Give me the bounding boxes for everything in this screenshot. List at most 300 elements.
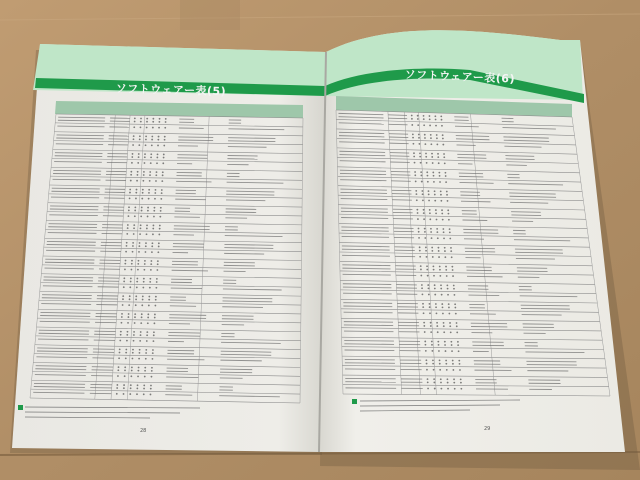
left-table-dot-mark	[150, 162, 152, 164]
cardboard-tape	[180, 0, 240, 30]
right-table-dot-mark	[438, 162, 440, 164]
left-table-dot-mark	[152, 228, 154, 230]
right-table-dot-mark	[426, 171, 428, 173]
right-table-dot-mark	[460, 378, 462, 380]
left-table-dot-mark	[158, 242, 160, 244]
left-table-dot-mark	[147, 313, 149, 315]
right-table-dot-mark	[452, 363, 454, 365]
left-table-dot-mark	[138, 260, 140, 262]
left-table-dot-mark	[150, 394, 152, 396]
right-table-dot-mark	[438, 344, 440, 346]
left-table-dot-mark	[160, 198, 162, 200]
right-table-dot-mark	[437, 341, 439, 343]
left-table-dot-mark	[147, 317, 149, 319]
left-table-dot-mark	[121, 316, 123, 318]
right-table-dot-mark	[423, 124, 425, 126]
left-table-dot-mark	[133, 224, 135, 226]
right-table-cell-text	[465, 248, 495, 249]
left-table-dot-mark	[150, 156, 152, 158]
right-table-dot-mark	[429, 303, 431, 305]
right-table-dot-mark	[433, 369, 435, 371]
left-table-dot-mark	[164, 139, 166, 141]
right-table-cell-text	[388, 118, 407, 119]
left-table-dot-mark	[147, 322, 149, 324]
left-table-cell-text	[172, 270, 208, 271]
right-table-dot-mark	[454, 294, 456, 296]
left-table-dot-mark	[136, 287, 138, 289]
right-table-dot-mark	[427, 181, 429, 183]
left-table-dot-mark	[147, 216, 149, 218]
right-table-dot-mark	[429, 209, 431, 211]
left-table-dot-mark	[126, 245, 128, 247]
left-table-dot-mark	[155, 287, 157, 289]
left-table-dot-mark	[143, 174, 145, 176]
right-table-dot-mark	[447, 200, 449, 202]
right-table-dot-mark	[426, 369, 428, 371]
right-table-dot-mark	[413, 152, 415, 154]
left-table-dot-mark	[128, 313, 130, 315]
left-table-dot-mark	[140, 224, 142, 226]
left-table-cell-text	[176, 181, 211, 182]
left-table-dot-mark	[145, 242, 147, 244]
left-table-dot-mark	[120, 334, 122, 336]
right-table-dot-mark	[435, 119, 437, 121]
left-table-dot-mark	[157, 251, 159, 253]
left-table-dot-mark	[144, 370, 146, 372]
left-table-dot-mark	[158, 246, 160, 248]
left-table-dot-mark	[130, 387, 132, 389]
left-table-dot-mark	[140, 322, 142, 324]
right-table-dot-mark	[446, 194, 448, 196]
right-table-dot-mark	[434, 194, 436, 196]
left-table-dot-mark	[154, 314, 156, 316]
left-table-dot-mark	[138, 144, 140, 146]
right-table-dot-mark	[418, 237, 420, 239]
right-table-dot-mark	[429, 118, 431, 120]
right-table-dot-mark	[437, 331, 439, 333]
right-table-dot-mark	[437, 156, 439, 158]
left-table-dot-mark	[152, 118, 154, 120]
right-table-dot-mark	[452, 269, 454, 271]
left-table-dot-mark	[151, 367, 153, 369]
left-table-dot-mark	[150, 269, 152, 271]
left-table-dot-mark	[136, 388, 138, 390]
right-table-dot-mark	[443, 331, 445, 333]
left-table-cell-text	[178, 137, 213, 138]
right-table-cell-text	[465, 251, 495, 252]
left-table-dot-mark	[117, 375, 119, 377]
left-table-dot-mark	[145, 245, 147, 247]
left-title-text: ソフトウェアー表	[115, 81, 208, 98]
right-table-dot-mark	[447, 378, 449, 380]
right-table-dot-mark	[449, 231, 451, 233]
left-table-dot-mark	[136, 278, 138, 280]
left-table-dot-mark	[122, 295, 124, 297]
left-table-dot-mark	[129, 286, 131, 288]
right-table-cell-text	[344, 322, 393, 323]
right-table-cell-text	[517, 271, 547, 272]
right-table-dot-mark	[451, 344, 453, 346]
left-table-dot-mark	[141, 207, 143, 209]
left-table-dot-mark	[140, 334, 142, 336]
left-table-dot-mark	[157, 139, 159, 141]
left-table-cell-text	[174, 229, 210, 230]
left-table-dot-mark	[125, 352, 127, 354]
right-table-dot-mark	[444, 250, 446, 252]
right-table-dot-mark	[414, 162, 416, 164]
left-table-dot-mark	[138, 156, 140, 158]
right-table-dot-mark	[437, 237, 439, 239]
right-table-dot-mark	[428, 190, 430, 192]
right-table-cell-text	[522, 315, 562, 316]
left-table-dot-mark	[137, 162, 139, 164]
right-table-dot-mark	[431, 237, 433, 239]
left-table-dot-mark	[136, 281, 138, 283]
left-table-dot-mark	[158, 127, 160, 129]
left-table-dot-mark	[129, 298, 131, 300]
right-table-dot-mark	[435, 209, 437, 211]
right-table-dot-mark	[442, 306, 444, 308]
right-table-dot-mark	[430, 231, 432, 233]
right-table-cell-text	[389, 143, 408, 144]
left-table-dot-mark	[146, 228, 148, 230]
left-table-dot-mark	[143, 388, 145, 390]
left-table-dot-mark	[144, 376, 146, 378]
right-table-dot-mark	[414, 174, 416, 176]
right-table-dot-mark	[430, 134, 432, 136]
left-table-dot-mark	[118, 357, 120, 359]
right-table-cell-text	[463, 220, 488, 221]
left-table-dot-mark	[127, 331, 129, 333]
right-table-cell-text	[517, 268, 547, 269]
left-table-dot-mark	[143, 278, 145, 280]
left-table-dot-mark	[144, 263, 146, 265]
right-table-dot-mark	[427, 388, 429, 390]
left-table-dot-mark	[121, 322, 123, 324]
right-table-dot-mark	[419, 256, 421, 258]
left-table-dot-mark	[139, 233, 141, 235]
right-table-dot-mark	[412, 137, 414, 139]
left-table-dot-mark	[154, 305, 156, 307]
right-table-dot-mark	[418, 137, 420, 139]
left-table-dot-mark	[149, 174, 151, 176]
right-table-dot-mark	[443, 325, 445, 327]
right-table-dot-mark	[424, 134, 426, 136]
right-table-cell-text	[389, 137, 408, 138]
left-table-dot-mark	[139, 349, 141, 351]
left-table-dot-mark	[161, 180, 163, 182]
left-table-dot-mark	[133, 126, 135, 128]
left-table-dot-mark	[145, 135, 147, 137]
right-table-dot-mark	[426, 363, 428, 365]
left-table-dot-mark	[152, 358, 154, 360]
right-table-dot-mark	[445, 269, 447, 271]
right-table-dot-mark	[423, 218, 425, 220]
right-table-dot-mark	[436, 228, 438, 230]
right-table-dot-mark	[442, 144, 444, 146]
left-table-dot-mark	[141, 313, 143, 315]
right-table-dot-mark	[446, 275, 448, 277]
left-table-dot-mark	[157, 145, 159, 147]
right-table-dot-mark	[431, 153, 433, 155]
left-table-dot-mark	[134, 121, 136, 123]
left-table-dot-mark	[132, 245, 134, 247]
left-table-dot-mark	[142, 299, 144, 301]
left-table-dot-mark	[133, 233, 135, 235]
right-table-dot-mark	[436, 231, 438, 233]
left-table-cell-text	[224, 262, 255, 263]
right-table-dot-mark	[448, 219, 450, 221]
left-table-dot-mark	[130, 281, 132, 283]
right-table-dot-mark	[437, 153, 439, 155]
left-table-dot-mark	[152, 233, 154, 235]
right-table-dot-mark	[460, 382, 462, 384]
left-table-dot-mark	[123, 393, 125, 395]
right-table-dot-mark	[423, 322, 425, 324]
right-table-dot-mark	[446, 369, 448, 371]
left-table-dot-mark	[165, 118, 167, 120]
right-table-dot-mark	[423, 325, 425, 327]
right-table-dot-mark	[453, 378, 455, 380]
right-table-cell-text	[525, 352, 584, 353]
right-table-dot-mark	[440, 284, 442, 286]
right-table-dot-mark	[432, 265, 434, 267]
right-table-dot-mark	[445, 172, 447, 174]
right-table-dot-mark	[446, 191, 448, 193]
left-table-dot-mark	[125, 349, 127, 351]
right-table-dot-mark	[420, 275, 422, 277]
left-table-dot-mark	[145, 139, 147, 141]
left-table-dot-mark	[163, 154, 165, 156]
left-table-dot-mark	[122, 304, 124, 306]
left-table-dot-mark	[149, 287, 151, 289]
left-table-dot-mark	[146, 118, 148, 120]
left-table-dot-mark	[118, 366, 120, 368]
right-table-dot-mark	[449, 325, 451, 327]
right-table-dot-mark	[447, 388, 449, 390]
right-table-dot-mark	[441, 125, 443, 127]
left-table-cell-text	[228, 147, 267, 148]
right-table-dot-mark	[459, 363, 461, 365]
left-table-dot-mark	[155, 299, 157, 301]
left-table-dot-mark	[134, 322, 136, 324]
right-table-dot-mark	[438, 250, 440, 252]
right-table-dot-mark	[444, 344, 446, 346]
left-table-dot-mark	[159, 228, 161, 230]
left-table-dot-mark	[146, 224, 148, 226]
left-table-dot-mark	[133, 331, 135, 333]
right-table-cell-text	[345, 350, 395, 351]
left-table-dot-mark	[125, 358, 127, 360]
right-table-dot-mark	[439, 275, 441, 277]
right-table-dot-mark	[441, 119, 443, 121]
right-table-dot-mark	[413, 143, 415, 145]
left-table-dot-mark	[130, 375, 132, 377]
right-table-dot-mark	[420, 171, 422, 173]
left-table-dot-mark	[134, 215, 136, 217]
right-table-dot-mark	[441, 209, 443, 211]
left-table-dot-mark	[132, 358, 134, 360]
right-table-dot-mark	[429, 218, 431, 220]
left-table-dot-mark	[155, 180, 157, 182]
right-table-cell-text	[467, 276, 503, 277]
left-table-dot-mark	[159, 216, 161, 218]
right-table-dot-mark	[417, 218, 419, 220]
left-table-cell-text	[220, 369, 252, 370]
right-table-dot-mark	[450, 331, 452, 333]
left-table-dot-mark	[138, 251, 140, 253]
left-table-dot-mark	[154, 322, 156, 324]
right-table-dot-mark	[414, 171, 416, 173]
right-table-dot-mark	[440, 191, 442, 193]
right-table-dot-mark	[436, 322, 438, 324]
right-table-cell-text	[344, 344, 394, 345]
left-table-dot-mark	[127, 227, 129, 229]
right-table-dot-mark	[440, 194, 442, 196]
right-table-dot-mark	[424, 237, 426, 239]
left-table-cell-text	[178, 140, 213, 141]
left-table-dot-mark	[139, 242, 141, 244]
right-table-dot-mark	[430, 322, 432, 324]
right-table-dot-mark	[417, 124, 419, 126]
right-table-dot-mark	[425, 247, 427, 249]
right-table-cell-text	[390, 153, 409, 154]
left-table-dot-mark	[151, 139, 153, 141]
left-table-dot-mark	[123, 281, 125, 283]
left-table-dot-mark	[153, 340, 155, 342]
right-table-dot-mark	[431, 250, 433, 252]
left-table-dot-mark	[129, 393, 131, 395]
right-table-dot-mark	[424, 143, 426, 145]
left-table-dot-mark	[117, 369, 119, 371]
right-table-dot-mark	[416, 199, 418, 201]
left-table-dot-mark	[130, 180, 132, 182]
left-table-dot-mark	[127, 224, 129, 226]
right-table-dot-mark	[452, 275, 454, 277]
right-table-dot-mark	[453, 288, 455, 290]
right-table-dot-mark	[425, 350, 427, 352]
right-table-dot-mark	[458, 350, 460, 352]
right-table-dot-mark	[454, 307, 456, 309]
right-table-dot-mark	[421, 190, 423, 192]
left-table-dot-mark	[124, 370, 126, 372]
left-table-dot-mark	[132, 251, 134, 253]
right-table-dot-mark	[430, 331, 432, 333]
right-table-dot-mark	[438, 350, 440, 352]
right-table-dot-mark	[419, 250, 421, 252]
left-table-dot-mark	[162, 174, 164, 176]
left-table-dot-mark	[139, 352, 141, 354]
right-table-dot-mark	[430, 228, 432, 230]
left-table-dot-mark	[125, 251, 127, 253]
right-table-dot-mark	[442, 228, 444, 230]
right-table-dot-mark	[434, 190, 436, 192]
left-table-dot-mark	[131, 156, 133, 158]
left-table-dot-mark	[158, 234, 160, 236]
left-table-dot-mark	[121, 313, 123, 315]
right-table-dot-mark	[445, 175, 447, 177]
right-table-dot-mark	[448, 313, 450, 315]
right-table-dot-mark	[439, 363, 441, 365]
left-table-dot-mark	[162, 171, 164, 173]
left-table-cell-text	[168, 332, 200, 333]
right-table-dot-mark	[448, 307, 450, 309]
right-table-cell-text	[344, 331, 393, 332]
right-table-dot-mark	[411, 124, 413, 126]
right-table-dot-mark	[458, 360, 460, 362]
left-table-dot-mark	[151, 370, 153, 372]
left-table-dot-mark	[163, 157, 165, 159]
left-table-dot-mark	[130, 384, 132, 386]
right-table-dot-mark	[446, 284, 448, 286]
right-table-dot-mark	[424, 331, 426, 333]
left-table-dot-mark	[153, 210, 155, 212]
left-table-dot-mark	[132, 242, 134, 244]
left-table-dot-mark	[131, 263, 133, 265]
left-table-dot-mark	[141, 316, 143, 318]
left-table-dot-mark	[138, 358, 140, 360]
left-table-dot-mark	[143, 385, 145, 387]
right-table-dot-mark	[430, 137, 432, 139]
left-table-dot-mark	[156, 269, 158, 271]
right-table-dot-mark	[420, 269, 422, 271]
left-table-dot-mark	[124, 269, 126, 271]
left-table-dot-mark	[131, 269, 133, 271]
left-table-dot-mark	[128, 209, 130, 211]
left-table-dot-mark	[137, 171, 139, 173]
right-table-dot-mark	[445, 266, 447, 268]
left-table-dot-mark	[131, 162, 133, 164]
right-table-cell-text	[389, 124, 408, 125]
right-table-dot-mark	[457, 341, 459, 343]
left-table-dot-mark	[135, 299, 137, 301]
left-table-dot-mark	[134, 316, 136, 318]
left-table-dot-mark	[156, 281, 158, 283]
right-table-cell-text	[511, 215, 541, 216]
left-table-cell-text	[220, 372, 252, 373]
right-table-dot-mark	[423, 209, 425, 211]
right-table-dot-mark	[439, 266, 441, 268]
left-table-dot-mark	[159, 225, 161, 227]
left-table-cell-text	[166, 377, 198, 378]
left-table-dot-mark	[132, 349, 134, 351]
right-table-dot-mark	[433, 181, 435, 183]
right-table-dot-mark	[440, 388, 442, 390]
right-table-dot-mark	[449, 228, 451, 230]
left-table-dot-mark	[140, 227, 142, 229]
left-table-dot-mark	[156, 162, 158, 164]
right-table-dot-mark	[429, 115, 431, 117]
left-table-dot-mark	[129, 192, 131, 194]
right-table-dot-mark	[430, 143, 432, 145]
left-table-dot-mark	[137, 269, 139, 271]
left-table-dot-mark	[142, 296, 144, 298]
right-table-dot-mark	[419, 156, 421, 158]
left-table-dot-mark	[159, 118, 161, 120]
left-table-dot-mark	[143, 281, 145, 283]
right-table-dot-mark	[447, 209, 449, 211]
right-table-dot-mark	[434, 200, 436, 202]
left-table-dot-mark	[156, 278, 158, 280]
left-table-dot-mark	[140, 121, 142, 123]
left-table-dot-mark	[142, 192, 144, 194]
right-table-dot-mark	[433, 175, 435, 177]
left-table-dot-mark	[149, 278, 151, 280]
left-table-dot-mark	[145, 251, 147, 253]
left-table-dot-mark	[116, 387, 118, 389]
right-table-dot-mark	[453, 382, 455, 384]
left-table-dot-mark	[134, 117, 136, 119]
